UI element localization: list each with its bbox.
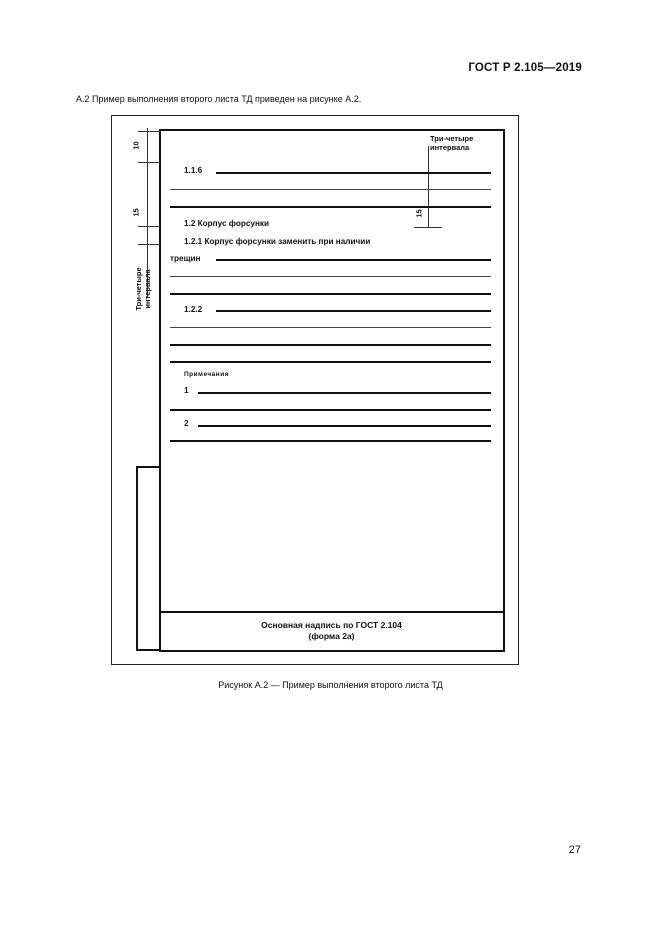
dim-tick <box>414 227 442 228</box>
page-number: 27 <box>568 844 581 856</box>
intro-text: А.2 Пример выполнения второго листа ТД приведен на рисунке А.2. <box>76 94 362 104</box>
note-1: 1 <box>184 386 189 395</box>
title-block-line <box>160 611 503 613</box>
rule <box>216 259 491 261</box>
interval-label-side: Три-четыре интервала <box>134 267 152 311</box>
rule <box>170 344 491 346</box>
interval-label-top: Три-четыре интервала <box>430 134 474 152</box>
item-1-2-1: 1.2.1 Корпус форсунки заменить при наличии <box>184 237 371 246</box>
rule <box>170 189 491 190</box>
dim-label-15-right: 15 <box>414 209 424 218</box>
dim-tick <box>138 226 160 227</box>
title-block-line2: (форма 2а) <box>308 631 355 641</box>
rule <box>170 206 491 208</box>
note-2: 2 <box>184 419 189 428</box>
rule <box>170 276 491 277</box>
rule <box>198 392 491 394</box>
rule <box>170 440 491 442</box>
dim-label-15-left: 15 <box>131 208 141 217</box>
figure-caption: Рисунок А.2 — Пример выполнения второго листа ТД <box>218 680 443 690</box>
dim-tick <box>138 244 160 245</box>
notes-title: Примечания <box>184 371 230 378</box>
title-block-text <box>160 620 503 642</box>
rule <box>170 327 491 328</box>
rule <box>216 310 491 312</box>
dim-tick <box>138 131 160 132</box>
rule <box>198 425 491 427</box>
rule <box>170 293 491 295</box>
dim-tick <box>138 162 160 163</box>
item-1-1-6: 1.1.6 <box>184 166 203 175</box>
margin-strip <box>136 466 161 651</box>
rule <box>170 409 491 411</box>
item-1-2-1-cont: трещин <box>170 254 201 263</box>
rule <box>216 172 491 174</box>
rule <box>170 361 491 363</box>
dimension-line-right <box>428 146 429 228</box>
standard-id: ГОСТ Р 2.105—2019 <box>468 62 582 74</box>
item-1-2: 1.2 Корпус форсунки <box>184 219 270 228</box>
title-block-line1: Основная надпись по ГОСТ 2.104 <box>261 620 402 630</box>
item-1-2-2: 1.2.2 <box>184 305 203 314</box>
dim-label-10: 10 <box>131 141 141 150</box>
